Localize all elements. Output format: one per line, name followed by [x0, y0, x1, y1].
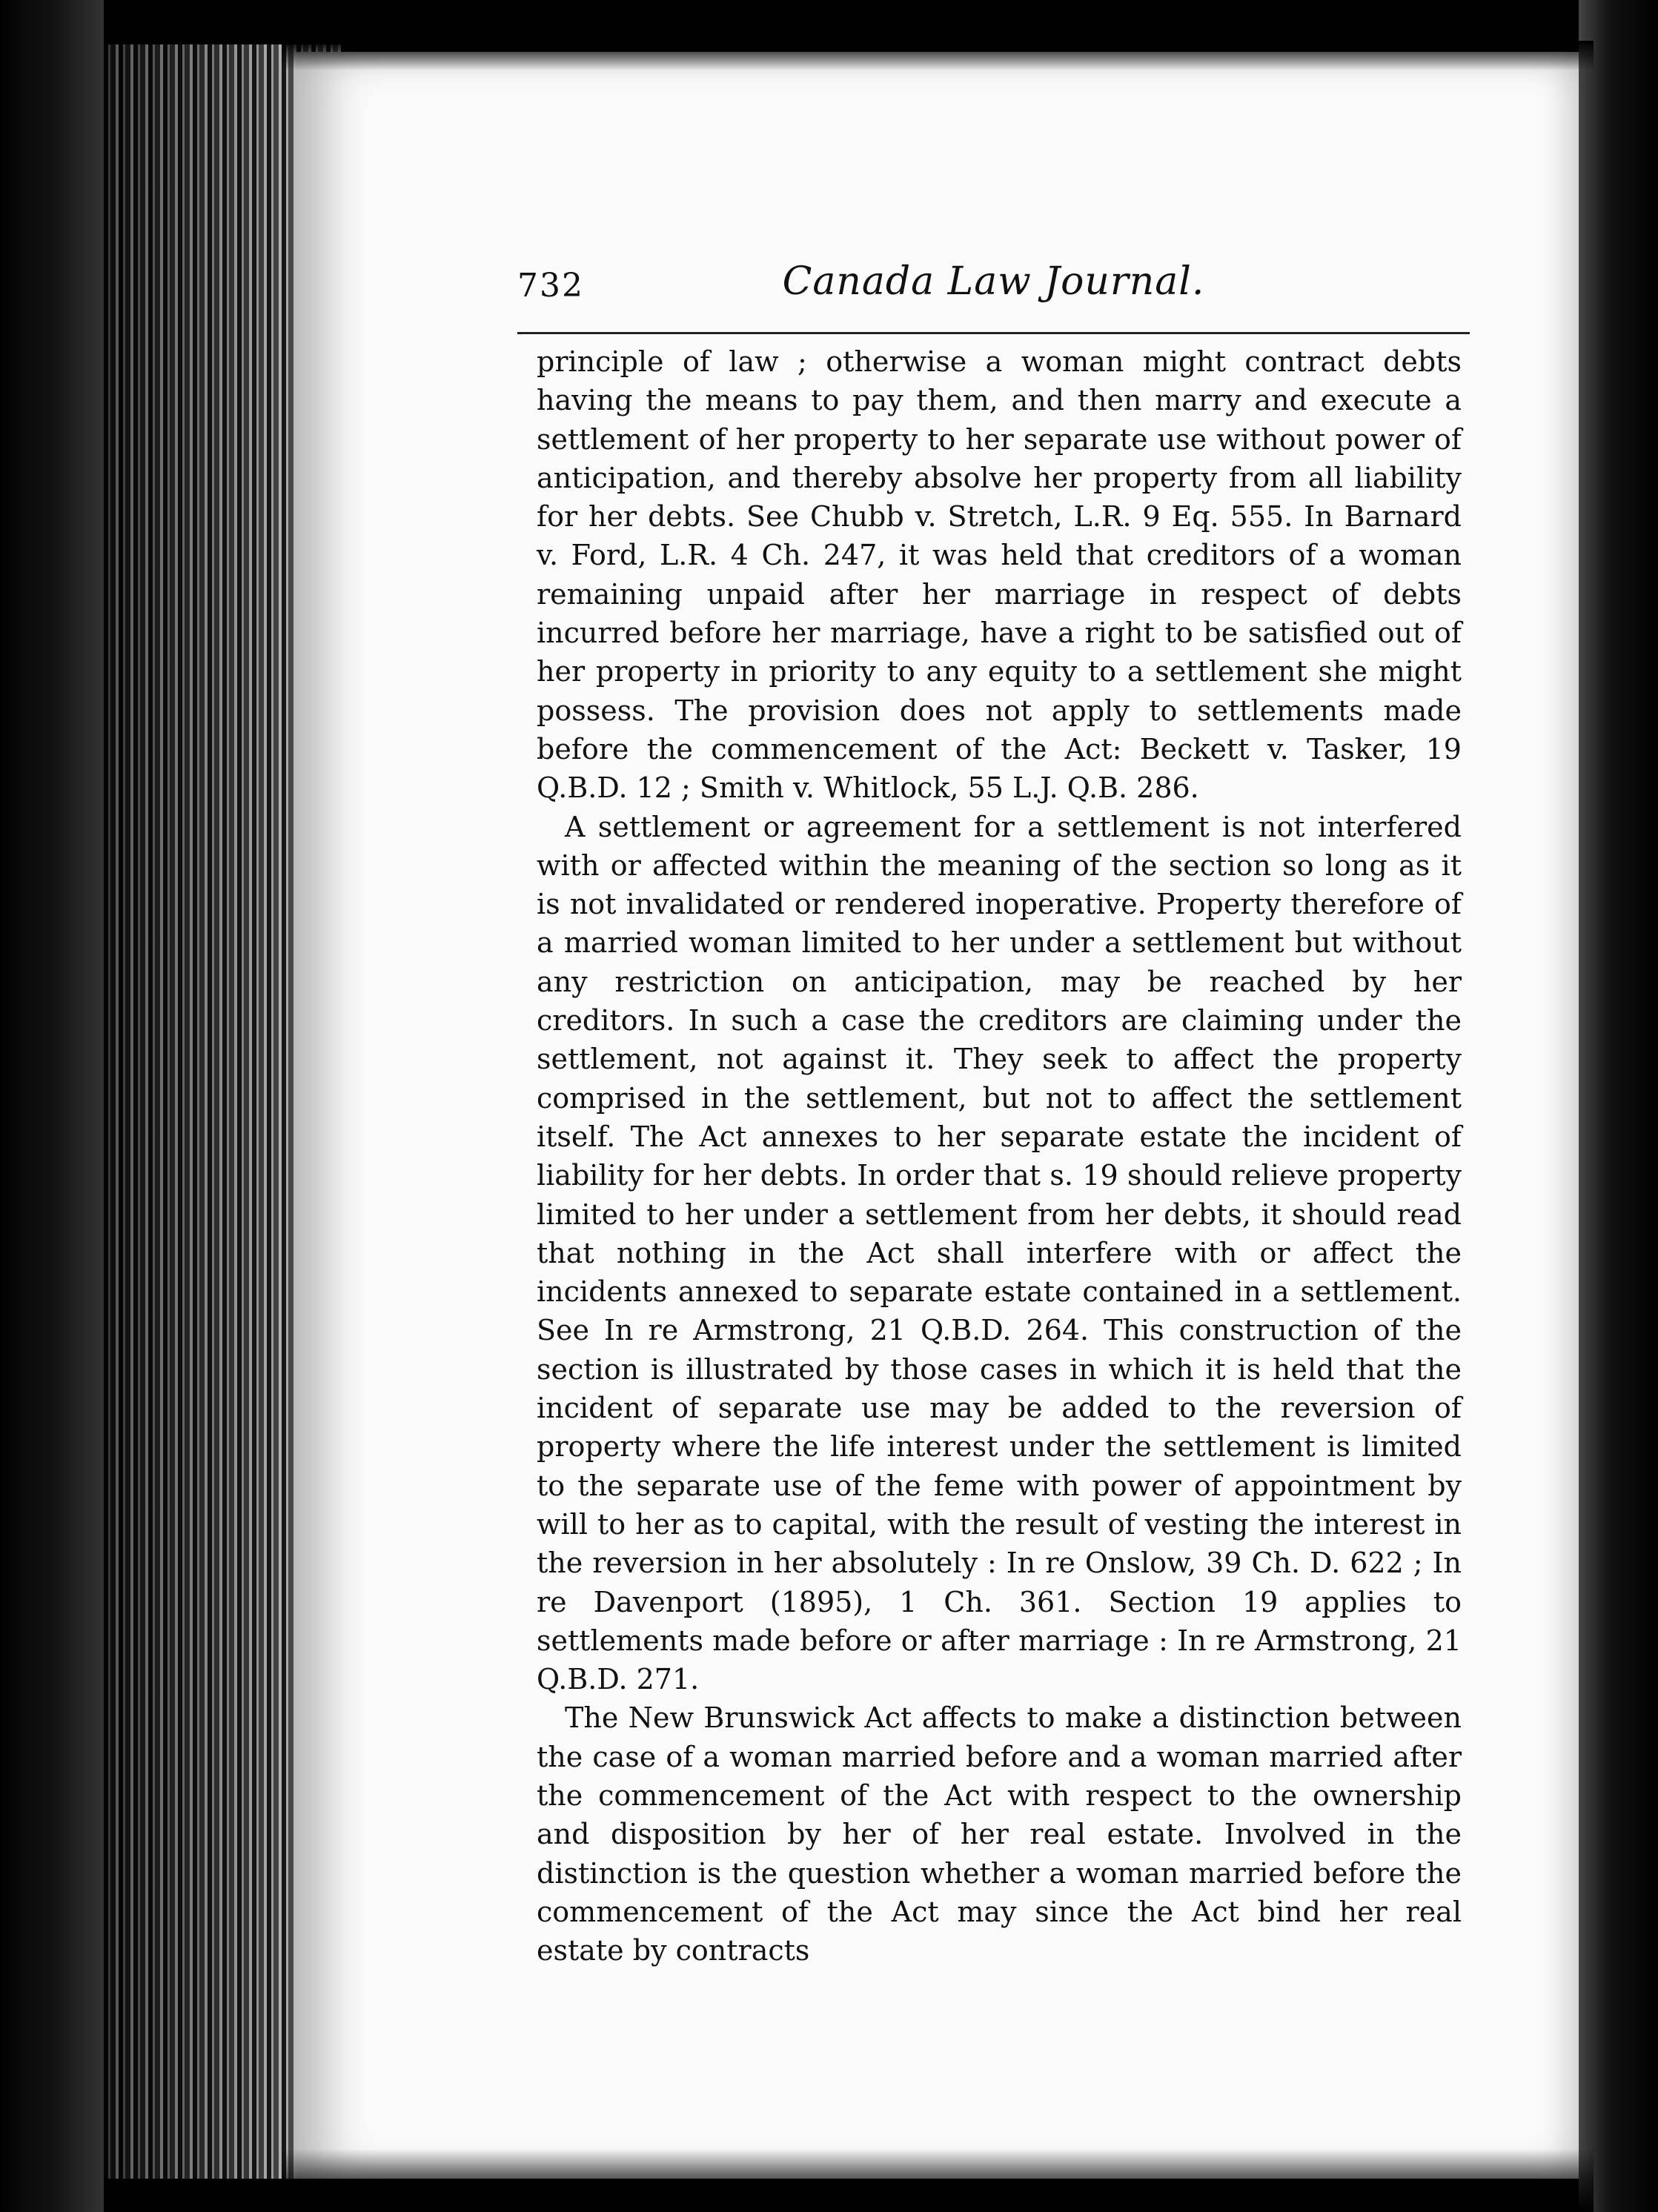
paragraph-2: A settlement or agreement for a settlement is not interfered with or affected within the meaning of the section so long as it is not invalidated or rendered inoperative. Property therefore of a married woman limited to her under a settlement but without any restriction on anticipation, may be reached by her creditors. In such a case the creditors are claiming under the settlement, not against it. They seek to affect the property comprised in the settlement, but not to affect the settlement itself. The Act annexes to her separate estate the incident of liability for her debts. In order that s. 19 should relieve property limited to her under a settlement from her debts, it should read that nothing in the Act shall interfere with or affect the incidents annexed to separate estate contained in a settlement. See In re Armstrong, 21 Q.B.D. 264. This construction of the section is illustrated by those cases in which it is held that the incident of separate use may be added to the reversion of property where the life interest under the settlement is limited to the separate use of the feme with power of appointment by will to her as to capital, with the result of vesting the interest in the reversion in her absolutely : In re Onslow, 39 Ch. D. 622 ; In re Davenport (1895), 1 Ch. 361. Section 19 applies to settlements made before or after marriage : In re Armstrong, 21 Q.B.D. 271.	[537, 810, 1462, 1696]
header-rule	[517, 332, 1470, 334]
page-header	[517, 259, 1470, 326]
bottom-scan-shadow	[282, 2149, 1594, 2212]
page-number: 732	[517, 267, 584, 305]
body-text	[537, 342, 1462, 1970]
running-title: Canada Law Journal.	[782, 259, 1205, 304]
book-spine-shadow	[0, 0, 104, 2212]
right-scan-border	[1579, 0, 1658, 2212]
paragraph-3: The New Brunswick Act affects to make a distinction between the case of a woman married before and a woman married after the commencement of the Act with respect to the ownership and disposition by her of her real estate. Involved in the distinction is the question whether a woman married before the commencement of the Act may since the Act bind her real estate by contracts	[537, 1701, 1462, 1967]
top-scan-shadow	[282, 41, 1594, 70]
paragraph-1: principle of law ; otherwise a woman might contract debts having the means to pay them, and then marry and execute a settlement of her property to her separate use without power of anticipation, and thereby absolve her property from all liability for her debts. See Chubb v. Stretch, L.R. 9 Eq. 555. In Barnard v. Ford, L.R. 4 Ch. 247, it was held that creditors of a woman remaining unpaid after her marriage in respect of debts incurred before her marriage, have a right to be satisfied out of her property in priority to any equity to a settlement she might possess. The provision does not apply to settlements made before the commencement of the Act: Beckett v. Tasker, 19 Q.B.D. 12 ; Smith v. Whitlock, 55 L.J. Q.B. 286.	[537, 345, 1462, 805]
